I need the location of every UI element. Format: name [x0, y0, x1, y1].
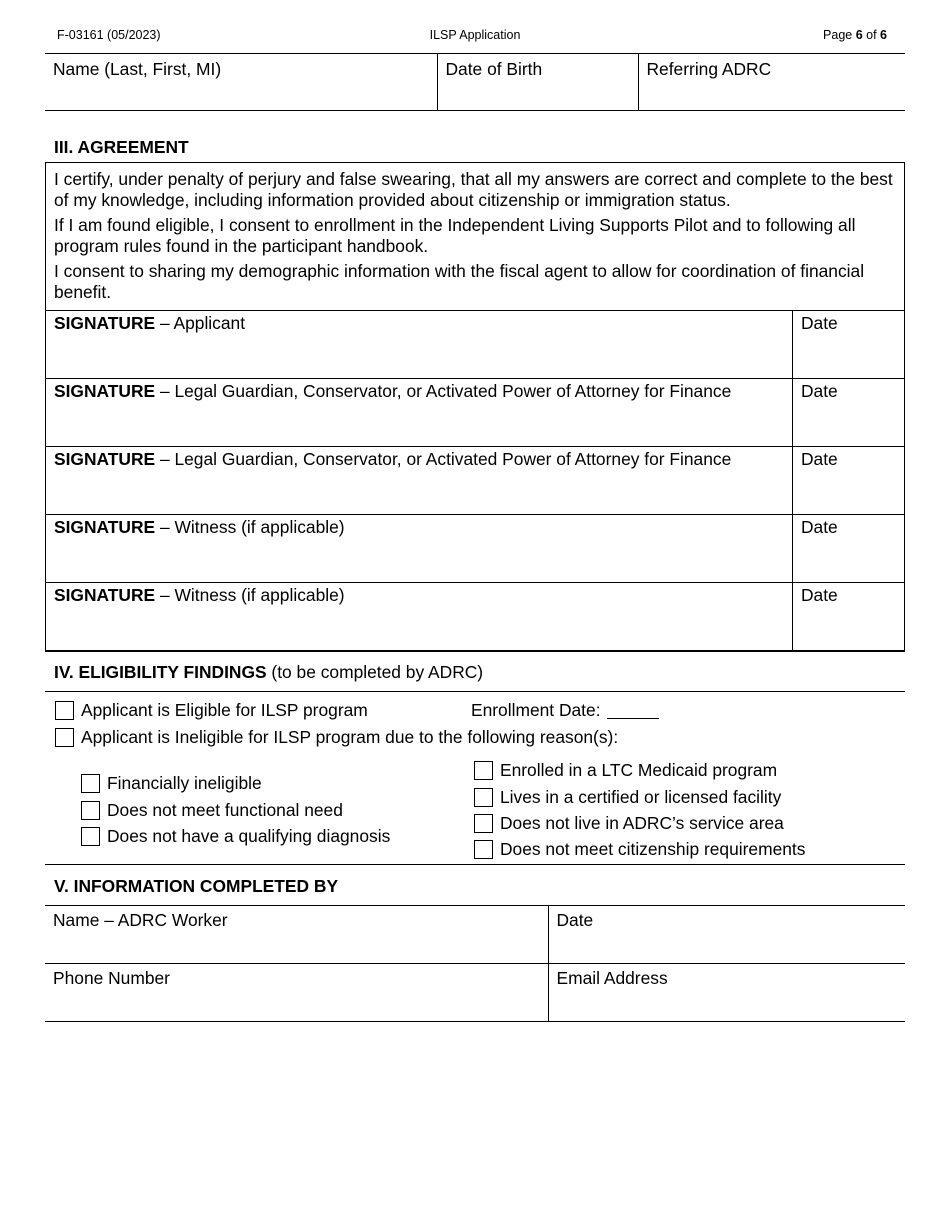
reason-checkbox[interactable]	[474, 840, 493, 859]
email-address-field[interactable]	[548, 964, 905, 1022]
date-label: Date	[801, 517, 838, 537]
signature-field-guardian-1[interactable]	[46, 379, 793, 447]
reason-option[interactable]	[474, 760, 777, 780]
name-field[interactable]	[45, 54, 437, 110]
signature-role: – Witness (if applicable)	[155, 585, 345, 605]
date-label: Date	[801, 449, 838, 469]
agreement-title: III. AGREEMENT	[54, 137, 189, 157]
signature-row	[46, 515, 905, 583]
signature-row	[46, 583, 905, 651]
page-current: 6	[855, 28, 863, 42]
signature-date-field[interactable]	[793, 515, 905, 583]
phone-number-label: Phone Number	[53, 968, 170, 988]
completed-date-field[interactable]	[548, 906, 905, 964]
signature-field-witness-1[interactable]	[46, 515, 793, 583]
signature-role: – Legal Guardian, Conservator, or Activated Power of Attorney for Finance	[155, 381, 732, 401]
reason-option[interactable]	[81, 800, 343, 820]
enrollment-date	[471, 700, 659, 720]
signature-row	[46, 379, 905, 447]
eligibility-title-note: (to be completed by ADRC)	[266, 662, 484, 682]
reason-checkbox[interactable]	[81, 774, 100, 793]
page-total: 6	[880, 28, 887, 42]
eligible-label: Applicant is Eligible for ILSP program	[81, 700, 368, 720]
reason-label: Lives in a certified or licensed facility	[500, 787, 782, 807]
signature-role: – Legal Guardian, Conservator, or Activated Power of Attorney for Finance	[155, 449, 732, 469]
signature-date-field[interactable]	[793, 379, 905, 447]
page-prefix: Page	[823, 28, 856, 42]
signature-bold: SIGNATURE	[54, 585, 156, 605]
reason-checkbox[interactable]	[474, 788, 493, 807]
reason-label: Does not live in ADRC’s service area	[500, 813, 784, 833]
reason-checkbox[interactable]	[81, 827, 100, 846]
reason-option[interactable]	[81, 826, 390, 846]
signature-bold: SIGNATURE	[54, 517, 156, 537]
name-label: Name (Last, First, MI)	[53, 59, 222, 79]
adrc-worker-name-label: Name – ADRC Worker	[53, 910, 228, 930]
reason-label: Does not meet citizenship requirements	[500, 839, 806, 859]
phone-number-field[interactable]	[45, 964, 548, 1022]
reason-option[interactable]	[474, 787, 781, 807]
agreement-paragraph: I certify, under penalty of perjury and false swearing, that all my answers are correct and complete to the best of my knowledge, including information provided about citizenship or immigration status.	[54, 169, 893, 210]
signature-role: – Witness (if applicable)	[155, 517, 345, 537]
dob-label: Date of Birth	[445, 59, 543, 79]
eligibility-title	[54, 662, 483, 683]
signature-date-field[interactable]	[793, 311, 905, 379]
reason-option[interactable]	[81, 773, 262, 793]
eligibility-bottom-divider	[45, 864, 905, 865]
identity-table	[45, 54, 905, 111]
completed-by-table	[45, 905, 905, 1022]
signature-row	[46, 447, 905, 515]
reason-checkbox[interactable]	[81, 801, 100, 820]
eligibility-title-bold: IV. ELIGIBILITY FINDINGS	[54, 662, 267, 682]
signature-row	[46, 311, 905, 379]
eligibility-divider	[45, 691, 905, 692]
enrollment-date-input[interactable]	[607, 701, 659, 719]
signature-date-field[interactable]	[793, 583, 905, 651]
agreement-text-box	[45, 162, 905, 311]
form-title: ILSP Application	[429, 28, 521, 42]
date-label: Date	[801, 381, 838, 401]
reason-option[interactable]	[474, 839, 805, 859]
dob-field[interactable]	[437, 54, 638, 110]
reason-label: Does not have a qualifying diagnosis	[107, 826, 391, 846]
reason-option[interactable]	[474, 813, 784, 833]
signature-date-field[interactable]	[793, 447, 905, 515]
signature-bold: SIGNATURE	[54, 313, 156, 333]
reason-label: Financially ineligible	[107, 773, 262, 793]
signature-role: – Applicant	[155, 313, 246, 333]
adrc-worker-name-field[interactable]	[45, 906, 548, 964]
page-indicator	[823, 28, 887, 42]
completed-by-title: V. INFORMATION COMPLETED BY	[54, 876, 339, 896]
agreement-paragraph: I consent to sharing my demographic information with the fiscal agent to allow for coordination of financial benefit.	[54, 261, 865, 302]
date-label: Date	[801, 585, 838, 605]
signature-field-guardian-2[interactable]	[46, 447, 793, 515]
page-of: of	[862, 28, 881, 42]
reason-label: Does not meet functional need	[107, 800, 343, 820]
signature-field-applicant[interactable]	[46, 311, 793, 379]
agreement-paragraph: If I am found eligible, I consent to enrollment in the Independent Living Supports Pilot and to following all program rules found in the participant handbook.	[54, 215, 856, 256]
referring-adrc-label: Referring ADRC	[646, 59, 772, 79]
reason-checkbox[interactable]	[474, 761, 493, 780]
signature-bold: SIGNATURE	[54, 381, 156, 401]
signature-bold: SIGNATURE	[54, 449, 156, 469]
date-label: Date	[801, 313, 838, 333]
reason-label: Enrolled in a LTC Medicaid program	[500, 760, 778, 780]
eligible-checkbox[interactable]	[55, 701, 74, 720]
eligible-option[interactable]	[55, 700, 368, 720]
signature-table	[45, 310, 905, 652]
referring-adrc-field[interactable]	[638, 54, 905, 110]
signature-field-witness-2[interactable]	[46, 583, 793, 651]
ineligible-option[interactable]	[55, 727, 618, 747]
form-number: F-03161 (05/2023)	[57, 28, 161, 42]
reason-checkbox[interactable]	[474, 814, 493, 833]
email-address-label: Email Address	[556, 968, 668, 988]
enrollment-date-label: Enrollment Date:	[471, 700, 601, 720]
ineligible-checkbox[interactable]	[55, 728, 74, 747]
ineligible-label: Applicant is Ineligible for ILSP program due to the following reason(s):	[81, 727, 619, 747]
completed-date-label: Date	[556, 910, 594, 930]
